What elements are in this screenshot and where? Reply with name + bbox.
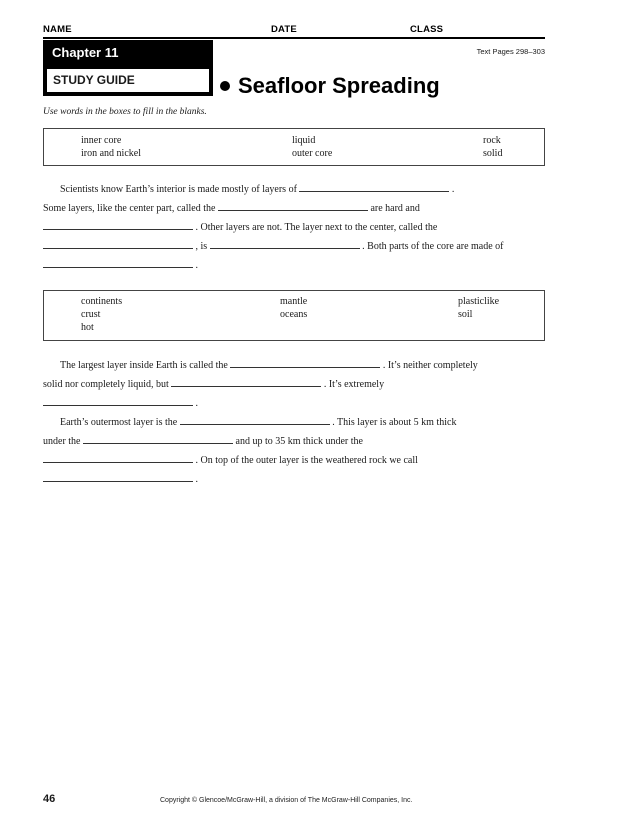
word-continents: continents <box>81 296 123 307</box>
text-pages: Text Pages 298–303 <box>476 47 545 56</box>
word-mantle: mantle <box>280 296 308 307</box>
para1-text: . Both parts of the core are made of <box>362 241 504 252</box>
word-inner-core: inner core <box>81 135 122 146</box>
para1-text: Some layers, like the center part, called the <box>43 203 216 214</box>
chapter-label: Chapter 11 <box>43 40 213 65</box>
copyright: Copyright © Glencoe/McGraw-Hill, a division of The McGraw-Hill Companies, Inc. <box>160 797 413 804</box>
word-plasticlike: plasticlike <box>458 296 500 307</box>
para1-text: . <box>451 184 455 195</box>
word-outer-core: outer core <box>292 148 333 159</box>
para3-text: . On top of the outer layer is the weathered rock we call <box>195 455 418 466</box>
para3-text: and up to 35 km thick under the <box>235 436 363 447</box>
blank-input[interactable] <box>210 238 360 249</box>
para3-line4 <box>43 471 198 485</box>
blank-input[interactable] <box>299 181 449 192</box>
blank-input[interactable] <box>43 219 193 230</box>
para1-text: Scientists know Earth’s interior is made mostly of layers of <box>60 184 297 195</box>
word-hot: hot <box>81 322 94 333</box>
word-oceans: oceans <box>280 309 308 320</box>
para3-line3 <box>43 452 418 466</box>
instructions: Use words in the boxes to fill in the blanks. <box>43 107 207 117</box>
blank-input[interactable] <box>43 452 193 463</box>
para1-line1 <box>60 181 454 195</box>
para3-text: . <box>195 474 198 485</box>
blank-input[interactable] <box>218 200 368 211</box>
word-box-2 <box>43 290 545 341</box>
para1-text: , is <box>195 241 208 252</box>
para2-text: The largest layer inside Earth is called the <box>60 360 228 371</box>
para1-line4 <box>43 238 504 252</box>
name-label: NAME <box>43 24 72 35</box>
word-crust: crust <box>81 309 101 320</box>
word-rock: rock <box>483 135 501 146</box>
para1-text: . <box>195 260 198 271</box>
class-label: CLASS <box>410 24 444 35</box>
para2-text: . <box>195 398 198 409</box>
header-rule <box>43 37 545 39</box>
para2-text: . It’s neither completely <box>382 360 478 371</box>
page-title: Seafloor Spreading <box>238 73 440 98</box>
blank-input[interactable] <box>180 414 330 425</box>
blank-input[interactable] <box>171 376 321 387</box>
para3-line1 <box>60 414 456 428</box>
blank-input[interactable] <box>43 395 193 406</box>
word-box-1 <box>43 128 545 166</box>
para3-line2 <box>43 433 363 447</box>
para2-line2 <box>43 376 384 390</box>
word-soil: soil <box>458 309 473 320</box>
blank-input[interactable] <box>43 257 193 268</box>
blank-input[interactable] <box>43 471 193 482</box>
page-number: 46 <box>43 793 56 805</box>
word-iron-and-nickel: iron and nickel <box>81 148 141 159</box>
word-solid: solid <box>483 148 503 159</box>
para1-line3 <box>43 219 437 233</box>
para2-line3 <box>43 395 198 409</box>
para1-text: are hard and <box>370 203 420 214</box>
para2-text: solid nor completely liquid, but <box>43 379 169 390</box>
blank-input[interactable] <box>230 357 380 368</box>
study-guide-box <box>43 65 213 96</box>
blank-input[interactable] <box>43 238 193 249</box>
para1-text: . Other layers are not. The layer next to the center, called the <box>195 222 438 233</box>
date-label: DATE <box>271 24 297 35</box>
para1-line5 <box>43 257 198 271</box>
word-liquid: liquid <box>292 135 316 146</box>
title-bullet-icon <box>220 81 230 91</box>
para3-text: . This layer is about 5 km thick <box>332 417 457 428</box>
para3-text: Earth’s outermost layer is the <box>60 417 178 428</box>
para1-line2 <box>43 200 420 214</box>
study-guide-label: STUDY GUIDE <box>47 69 209 92</box>
para2-line1 <box>60 357 478 371</box>
para3-text: under the <box>43 436 81 447</box>
para2-text: . It’s extremely <box>323 379 385 390</box>
blank-input[interactable] <box>83 433 233 444</box>
